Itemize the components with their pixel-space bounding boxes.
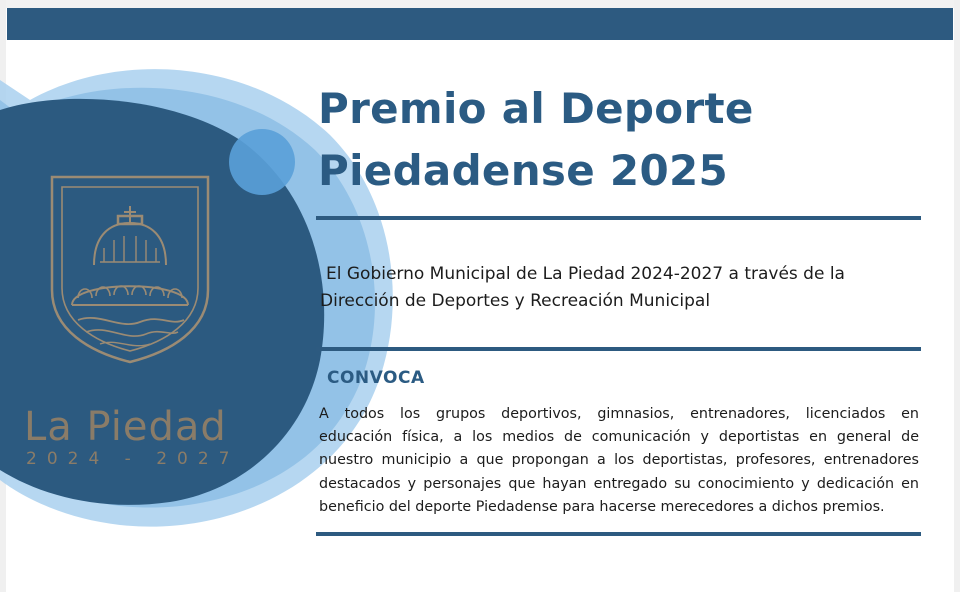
paragraph-line: educación física, a los medios de comunicación y deportistas en general de [319, 429, 919, 446]
document-title [318, 78, 918, 202]
svg-text:La Piedad: La Piedad [24, 404, 227, 450]
header-bar [7, 8, 953, 40]
title-line-2: Piedadense 2025 [318, 146, 729, 195]
paragraph-line: A todos los grupos deportivos, gimnasios, entrenadores, licenciados en [319, 406, 919, 422]
divider-rule [316, 347, 921, 351]
section-heading: CONVOCA [327, 368, 425, 388]
svg-text:2024 - 2027: 2024 - 2027 [26, 449, 240, 469]
convocation-paragraph [319, 403, 919, 519]
page-edge-right [954, 0, 960, 592]
intro-paragraph [320, 261, 910, 315]
paragraph-line: nuestro municipio a que propongan a los deportistas, profesores, entrenadores [319, 452, 919, 469]
divider-rule [316, 216, 921, 220]
intro-line-1: El Gobierno Municipal de La Piedad 2024-2027 a través de la [326, 264, 845, 284]
divider-rule [316, 532, 921, 536]
paragraph-line: destacados y personajes que hayan entregado su conocimiento y dedicación en [319, 475, 919, 492]
title-line-1: Premio al Deporte [318, 84, 754, 133]
intro-line-2: Dirección de Deportes y Recreación Municipal [320, 291, 711, 311]
paragraph-line: beneficio del deporte Piedadense para hacerse merecedores a dichos premios. [319, 498, 885, 515]
page-edge [0, 0, 960, 8]
